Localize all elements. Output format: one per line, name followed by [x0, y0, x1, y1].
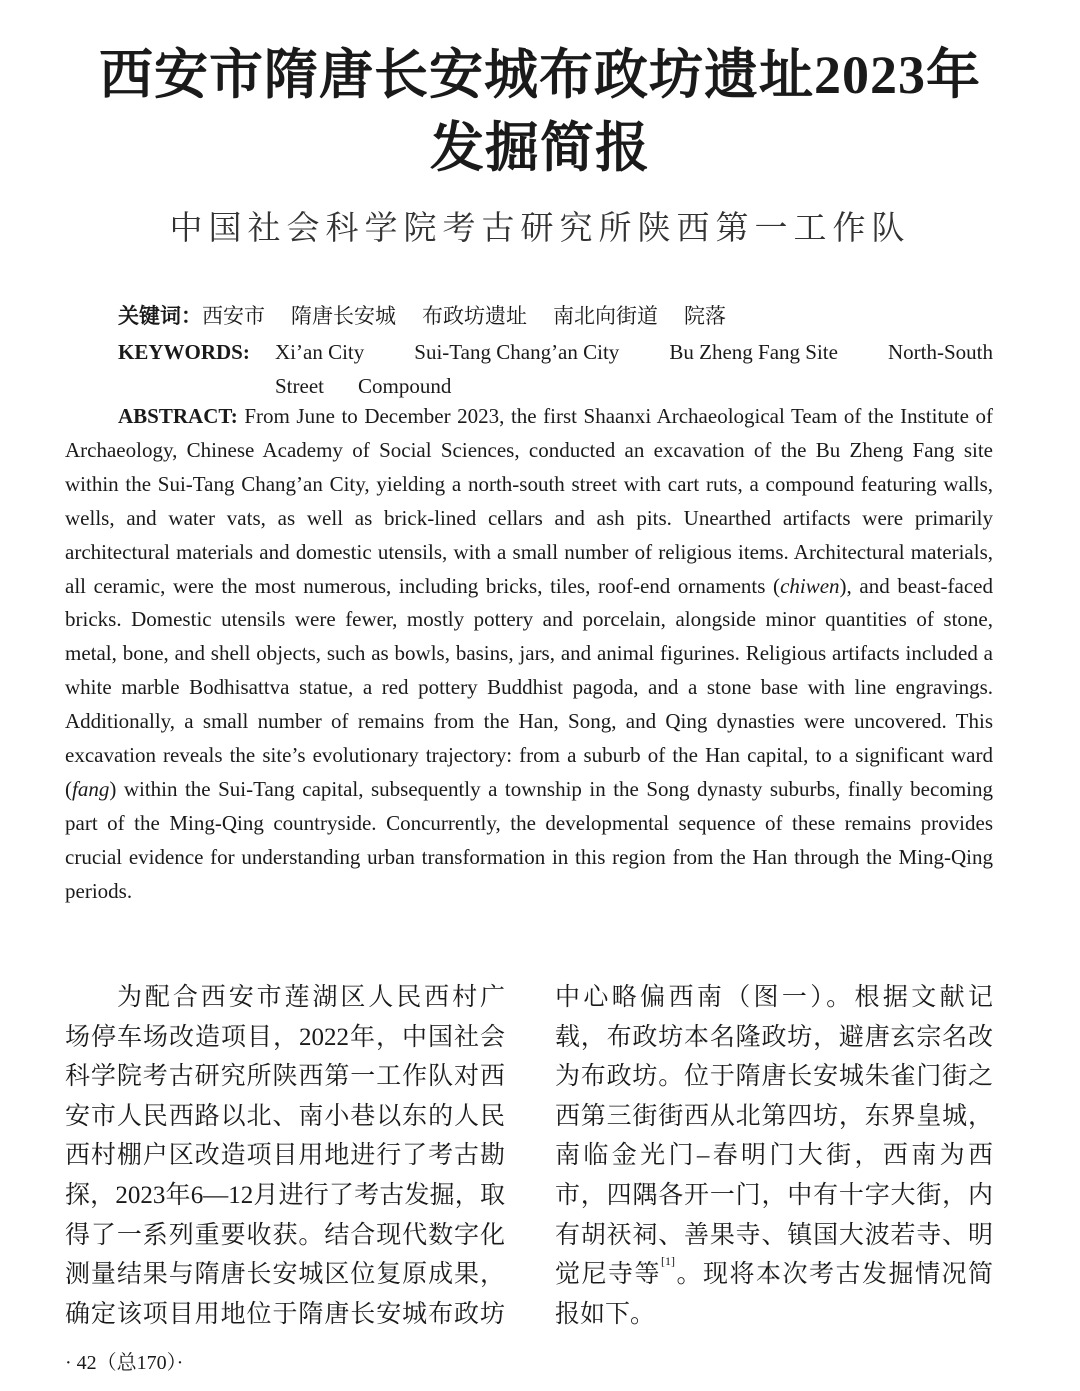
abstract-italic-term: chiwen: [780, 573, 840, 598]
body-line: 得了一系列重要收获。结合现代数字化: [65, 1221, 505, 1249]
abstract-text: ), and beast-faced bricks. Domestic utensils were fewer, mostly pottery and porcelain, alongside minor quantities of stone, metal, bone, and shell objects, such as bowls, basins, jars, and animal figurines. Religious artifacts included a white marble Bodhisattva statue, a red pottery Buddhist pagoda, and a stone base with line engravings. Additionally, a small number of remains from the Han, Song, and Qing dynasties were uncovered. This excavation reveals the site’s evolutionary trajectory: from a suburb of the Han capital, to a significant ward (: [65, 573, 993, 801]
keyword: 隋唐长安城: [291, 304, 396, 328]
body-line: 西村棚户区改造项目用地进行了考古勘: [65, 1142, 505, 1170]
keyword: 西安市: [202, 304, 265, 328]
body-line: 场停车场改造项目，2022年，中国社会: [65, 1023, 505, 1051]
keyword: 布政坊遗址: [422, 304, 527, 328]
keywords-chinese: [118, 300, 752, 330]
abstract-text: ) within the Sui-Tang capital, subsequently a township in the Song dynasty suburbs, finally becoming part of the Ming-Qing countryside. Concurrently, the developmental sequence of these remains provides crucial evidence for understanding urban transformation in this region from the Han through the Ming-Qing periods.: [65, 776, 993, 903]
keyword: 南北向街道: [553, 304, 658, 328]
body-line: 为配合西安市莲湖区人民西村广: [117, 984, 505, 1011]
keyword: Street: [275, 374, 324, 398]
body-line: 西第三街街西从北第四坊，东界皇城，: [555, 1102, 993, 1130]
abstract-text: From June to December 2023, the first Shaanxi Archaeological Team of the Institute of Archaeology, Chinese Academy of Social Sciences, conducted an excavation of the Bu Zheng Fang site within the Sui-Tang Chang’an City, yielding a north-south street with cart ruts, a compound featuring walls, wells, and water vats, as well as brick-lined cellars and ash pits. Unearthed artifacts were primarily architectural materials and domestic utensils, with a small number of religious items. Architectural materials, all ceramic, were the most numerous, including bricks, tiles, roof-end ornaments (: [65, 404, 993, 598]
keywords-english: [118, 335, 993, 403]
keyword: 院落: [684, 304, 726, 328]
abstract-italic-term: fang: [72, 776, 110, 801]
body-line: 为布政坊。位于隋唐长安城朱雀门街之: [555, 1063, 993, 1091]
body-line: 探，2023年6—12月进行了考古发掘，取: [65, 1181, 505, 1209]
keyword: Sui-Tang Chang’an City: [414, 340, 620, 364]
citation-ref[interactable]: [1]: [661, 1254, 675, 1269]
body-line: 南临金光门–春明门大街，西南为西: [555, 1142, 993, 1170]
keyword: Xi’an City: [275, 340, 365, 364]
keywords-en-label: KEYWORDS:: [118, 340, 250, 364]
keyword: Bu Zheng Fang Site: [669, 340, 838, 364]
body-text: 觉尼寺等: [555, 1261, 661, 1289]
article-title-line2: 发掘简报: [430, 118, 650, 178]
body-line: 中心略偏西南（图一）。根据文献记: [555, 984, 993, 1011]
body-line: 科学院考古研究所陕西第一工作队对西: [65, 1063, 505, 1091]
keyword: North-South: [887, 340, 993, 364]
body-line: 测量结果与隋唐长安城区位复原成果，: [65, 1261, 505, 1289]
body-line: [555, 1255, 993, 1295]
body-line: 载，布政坊本名隆政坊，避唐玄宗名改: [555, 1023, 993, 1051]
body-text: 。现将本次考古发掘情况简: [675, 1261, 993, 1289]
body-line: 安市人民西路以北、南小巷以东的人民: [65, 1102, 505, 1130]
body-line: 有胡祆祠、善果寺、镇国大波若寺、明: [555, 1221, 993, 1249]
keywords-cn-label: 关键词：: [118, 304, 202, 328]
article-title-line1: 西安市隋唐长安城布政坊遗址2023年: [99, 45, 981, 105]
abstract-label: ABSTRACT:: [118, 404, 238, 428]
author-affiliation: 中国社会科学院考古研究所陕西第一工作队: [169, 211, 911, 247]
body-column-right: [555, 978, 993, 1334]
body-column-left: [65, 978, 505, 1334]
page-number: · 42（总170）·: [65, 1352, 184, 1374]
body-line: 确定该项目用地位于隋唐长安城布政坊: [65, 1300, 505, 1328]
body-line: 报如下。: [555, 1300, 656, 1328]
body-line: 市，四隅各开一门，中有十字大街，内: [555, 1181, 993, 1209]
abstract: [65, 400, 993, 909]
keyword: Compound: [357, 374, 452, 398]
